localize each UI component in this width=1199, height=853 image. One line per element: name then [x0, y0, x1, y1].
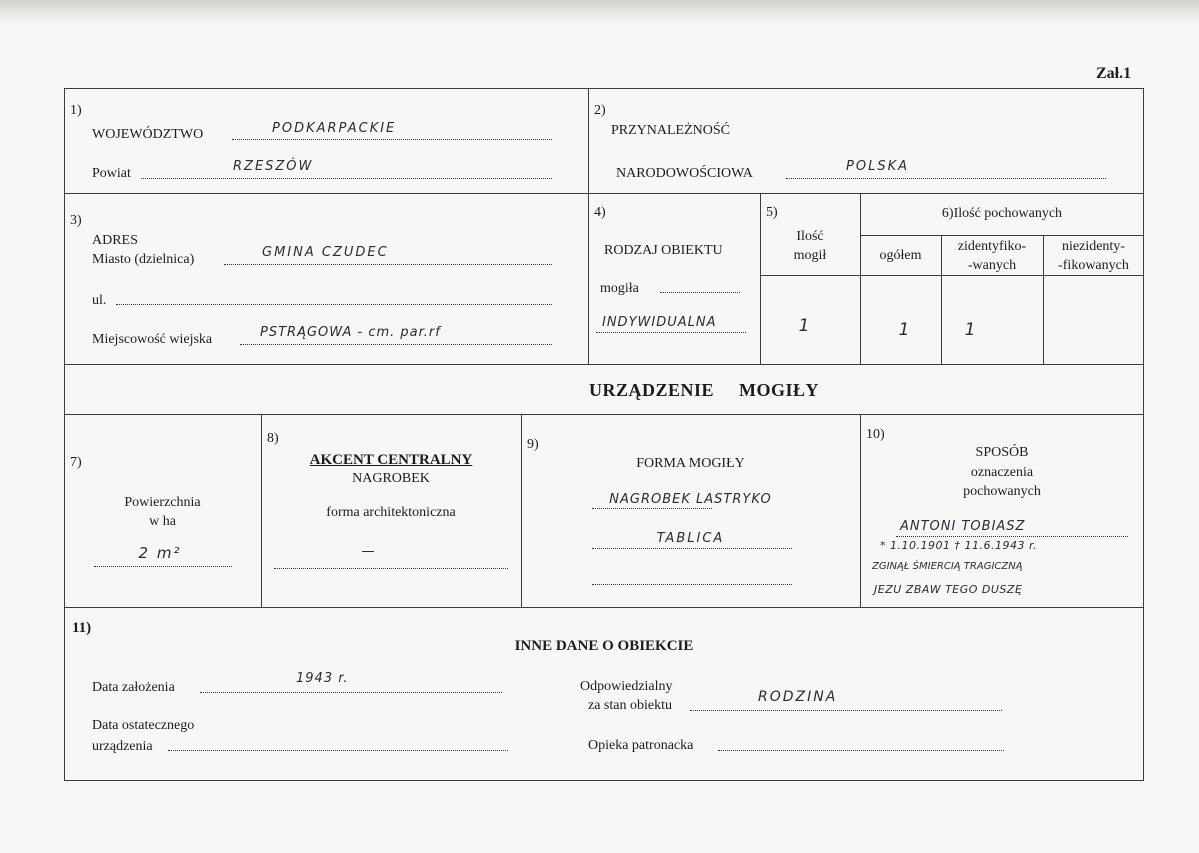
marking-value-2: * 1.10.1901 † 11.6.1943 r.	[880, 539, 1037, 552]
tombstone-subtitle: NAGROBEK	[352, 471, 430, 486]
section-2-number: 2)	[594, 103, 606, 118]
area-label-line2: w ha	[149, 514, 176, 529]
grave-form-dots-1	[592, 508, 712, 509]
village-value: PSTRĄGOWA - cm. par.rf	[260, 325, 441, 340]
graves-count-label-line2: mogił	[793, 248, 827, 263]
responsible-dots	[690, 710, 1002, 711]
area-dots	[94, 566, 232, 567]
s6-header-divider	[860, 235, 1144, 236]
patronage-label: Opieka patronacka	[588, 738, 694, 753]
row-divider	[64, 193, 1144, 194]
section-9-number: 9)	[527, 437, 539, 452]
row-divider	[64, 414, 1144, 415]
last-setup-label-1: Data ostatecznego	[92, 718, 195, 733]
graves-count-label-line1: Ilość	[796, 229, 824, 244]
grave-form-label: FORMA MOGIŁY	[636, 456, 745, 471]
object-type-value: INDYWIDUALNA	[602, 315, 717, 330]
other-data-title: INNE DANE O OBIEKCIE	[514, 638, 694, 654]
marking-label-line1: SPOSÓB	[975, 445, 1029, 460]
grave-form-value-1: NAGROBEK LASTRYKO	[609, 492, 772, 507]
grave-setup-title: URZĄDZENIE MOGIŁY	[588, 380, 820, 400]
responsible-label-1: Odpowiedzialny	[580, 679, 673, 694]
scan-shadow	[0, 0, 1199, 28]
object-type-label: RODZAJ OBIEKTU	[604, 243, 723, 258]
marking-value-3: ZGINĄŁ ŚMIERCIĄ TRAGICZNĄ	[872, 561, 1023, 572]
attachment-label: Zał.1	[1096, 65, 1132, 82]
last-setup-label-2: urządzenia	[92, 739, 153, 754]
responsible-value: RODZINA	[758, 689, 838, 705]
buried-total-header: ogółem	[879, 248, 922, 263]
buried-total-value: 1	[898, 320, 912, 340]
voivodeship-dots	[232, 139, 552, 140]
voivodeship-value: PODKARPACKIE	[272, 121, 397, 136]
marking-dots-1	[896, 536, 1128, 537]
buried-unidentified-header-2: -fikowanych	[1058, 258, 1129, 273]
section-8-number: 8)	[267, 431, 279, 446]
marking-label-line2: oznaczenia	[970, 465, 1034, 480]
marking-value-4: JEZU ZBAW TEGO DUSZĘ	[874, 583, 1023, 596]
row-divider	[64, 364, 1144, 365]
buried-identified-value: 1	[964, 320, 978, 340]
voivodeship-label: WOJEWÓDZTWO	[92, 127, 204, 142]
col-divider	[588, 88, 589, 364]
object-type-dots	[596, 332, 746, 333]
responsible-label-2: za stan obiektu	[588, 698, 672, 713]
section-7-number: 7)	[70, 455, 82, 470]
col-divider	[760, 193, 761, 364]
grave-form-value-2: TABLICA	[656, 531, 725, 546]
city-value: GMINA CZUDEC	[262, 245, 389, 260]
row-divider	[64, 607, 1144, 608]
nationality-dots	[786, 178, 1106, 179]
marking-value-1: ANTONI TOBIASZ	[900, 519, 1026, 534]
buried-unidentified-header-1: niezidenty-	[1062, 239, 1125, 254]
central-accent-title: AKCENT CENTRALNY	[309, 452, 473, 468]
county-value: RZESZÓW	[233, 159, 314, 174]
buried-identified-header-2: -wanych	[967, 258, 1017, 273]
grave-form-dots-2	[592, 548, 792, 549]
architectural-form-value: —	[361, 544, 377, 559]
county-label: Powiat	[92, 166, 131, 181]
architectural-form-dots	[274, 568, 508, 569]
architectural-form-label: forma architektoniczna	[326, 505, 456, 520]
col-divider	[521, 414, 522, 607]
marking-label-line3: pochowanych	[963, 484, 1041, 499]
buried-identified-header-1: zidentyfiko-	[957, 239, 1027, 254]
city-dots	[224, 264, 552, 265]
grave-sub-dots	[660, 292, 740, 293]
form-frame	[64, 88, 1144, 781]
buried-count-label: 6)Ilość pochowanych	[941, 206, 1063, 221]
county-dots	[141, 178, 552, 179]
street-label: ul.	[92, 293, 107, 308]
s6-col-divider	[860, 275, 1144, 276]
nationality-label-line2: NARODOWOŚCIOWA	[616, 166, 753, 181]
founded-dots	[200, 692, 502, 693]
graves-count-value: 1	[798, 316, 812, 336]
founded-value: 1943 r.	[296, 671, 349, 686]
city-label: Miasto (dzielnica)	[92, 252, 195, 267]
area-value: 2 m²	[138, 544, 182, 562]
section-10-number: 10)	[866, 427, 885, 442]
col-divider	[860, 414, 861, 607]
patronage-dots	[718, 750, 1004, 751]
col-divider	[1043, 235, 1044, 364]
village-dots	[240, 344, 552, 345]
founded-label: Data założenia	[92, 680, 175, 695]
section-4-number: 4)	[594, 205, 606, 220]
section-5-number: 5)	[766, 205, 778, 220]
section-3-number: 3)	[70, 213, 82, 228]
grave-form-dots-3	[592, 584, 792, 585]
last-setup-dots	[168, 750, 508, 751]
s5-divider	[760, 275, 860, 276]
village-label: Miejscowość wiejska	[92, 332, 213, 347]
col-divider	[941, 235, 942, 364]
area-label-line1: Powierzchnia	[124, 495, 201, 510]
street-dots	[116, 304, 552, 305]
section-11-number: 11)	[72, 620, 92, 636]
address-label: ADRES	[92, 233, 138, 248]
grave-sub-label: mogiła	[600, 281, 639, 296]
section-1-number: 1)	[70, 103, 82, 118]
nationality-label-line1: PRZYNALEŻNOŚĆ	[611, 123, 731, 138]
nationality-value: POLSKA	[846, 159, 909, 174]
